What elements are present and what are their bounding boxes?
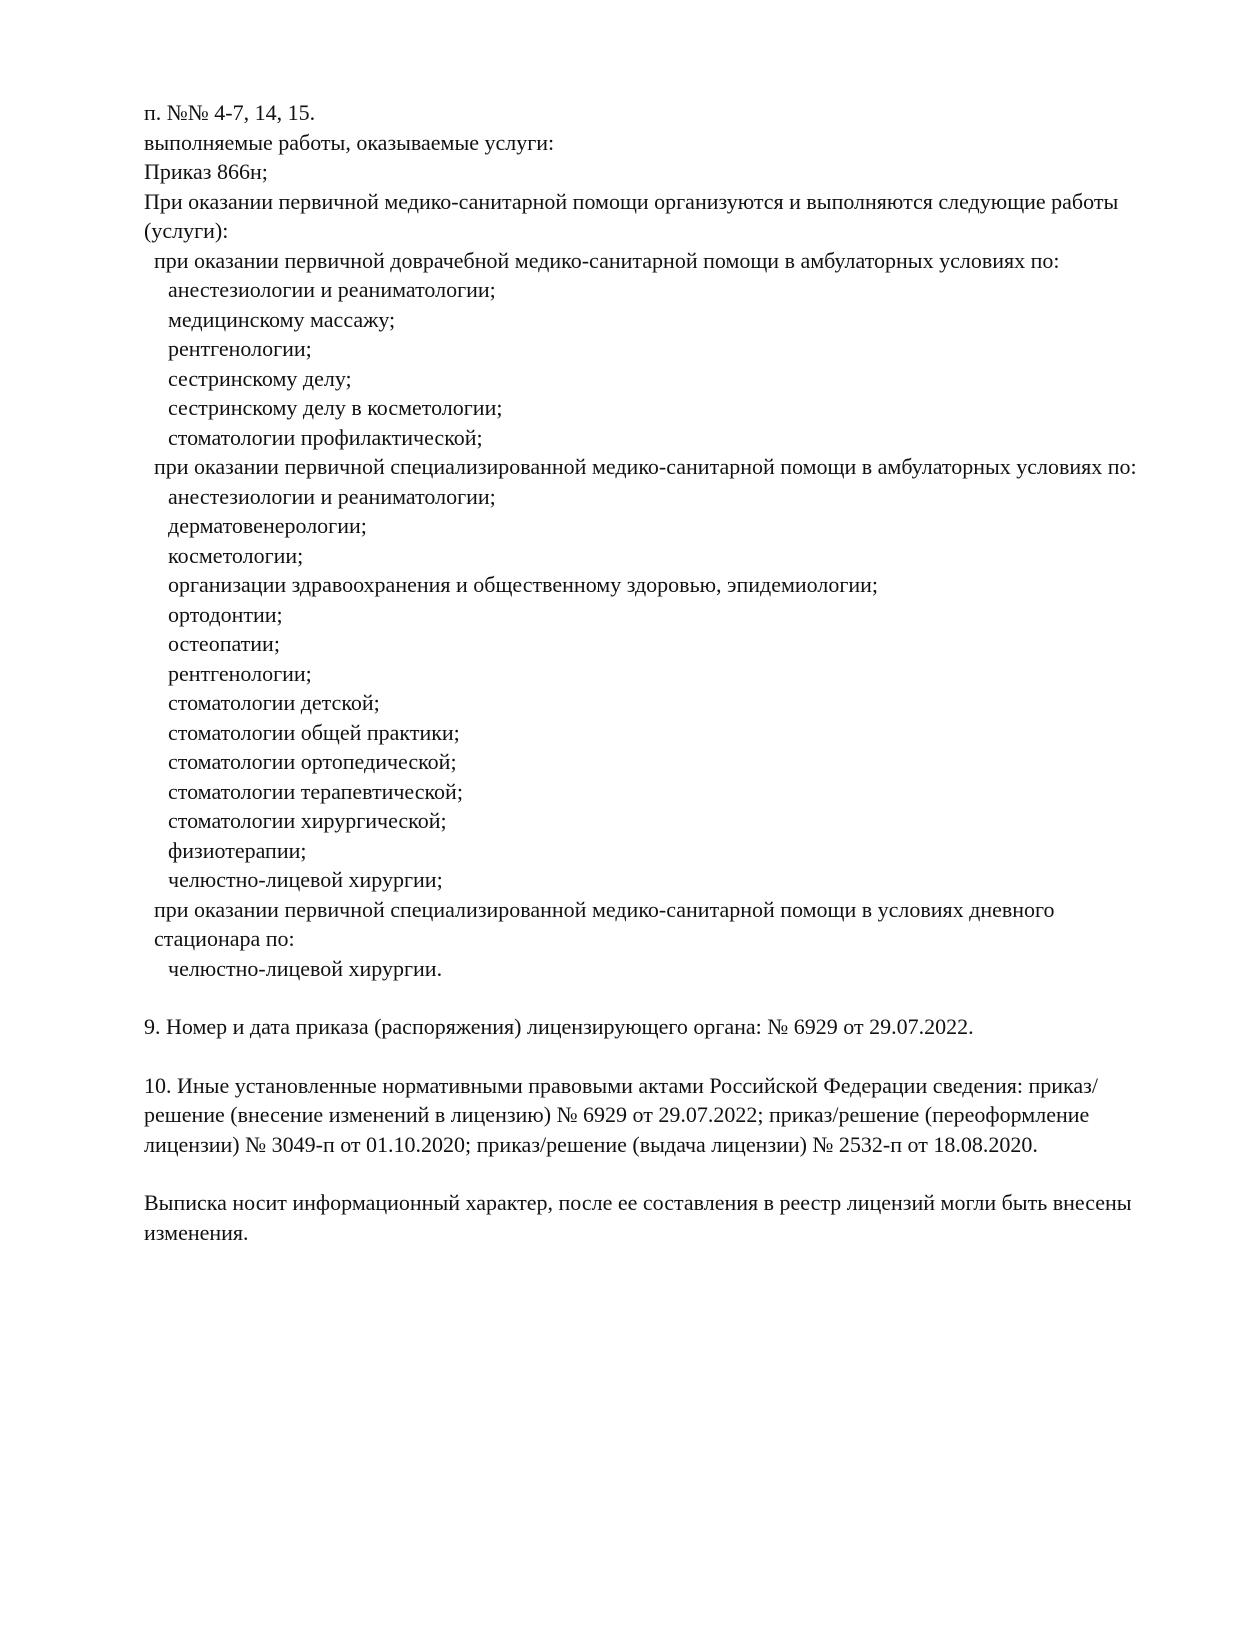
list-item: стоматологии терапевтической; [168, 778, 463, 804]
paragraph-gap [144, 1159, 1154, 1188]
list-item: челюстно-лицевой хирургии; [168, 867, 443, 892]
paragraph-gap [144, 1042, 1154, 1071]
list-item: сестринскому делу; [168, 365, 352, 391]
intro-paragraph: При оказании первичной медико-санитарной помощи организуются и выполняются следующие работы (услуги): [144, 188, 1119, 243]
section-heading-1: при оказании первичной доврачебной медико-санитарной помощи в амбулаторных условиях по: [154, 247, 1060, 273]
list-item: сестринскому делу в косметологии; [168, 395, 503, 420]
works-label: выполняемые работы, оказываемые услуги: [144, 129, 555, 155]
list-item: организации здравоохранения и общественному здоровью, эпидемиологии; [168, 572, 879, 597]
list-item: стоматологии хирургической; [168, 808, 447, 833]
list-item: стоматологии детской; [168, 690, 380, 715]
list-item: ортодонтии; [168, 601, 283, 627]
order-line: Приказ 866н; [144, 159, 268, 184]
list-item: анестезиологии и реаниматологии; [168, 483, 496, 509]
list-item: физиотерапии; [168, 837, 307, 863]
list-item: челюстно-лицевой хирургии. [168, 955, 443, 981]
list-item: рентгенологии; [168, 660, 312, 686]
list-item: дерматовенерологии; [168, 513, 367, 538]
list-item: стоматологии ортопедической; [168, 749, 457, 774]
list-item: медицинскому массажу; [168, 306, 396, 332]
section-heading-2: при оказании первичной специализированной медико-санитарной помощи в амбулаторных условиях по: [154, 454, 1137, 479]
list-item: стоматологии общей практики; [168, 719, 460, 745]
list-item: остеопатии; [168, 631, 280, 656]
item-9-paragraph: 9. Номер и дата приказа (распоряжения) лицензирующего органа: № 6929 от 29.07.2022. [144, 1014, 974, 1039]
list-item: стоматологии профилактической; [168, 424, 483, 450]
list-item: косметологии; [168, 542, 304, 568]
item-10-paragraph: 10. Иные установленные нормативными правовыми актами Российской Федерации сведения: приказ/решение (внесение изменений в лицензию) № 6929 от 29.07.2022; приказ/решение (переоформление лицензии) № 3049-п от 01.10.2020; приказ/решение (выдача лицензии) № 2532-п от 18.08.2020. [144, 1072, 1098, 1157]
points-line: п. №№ 4-7, 14, 15. [144, 100, 316, 125]
document-body [144, 98, 1154, 1247]
paragraph-gap [144, 983, 1154, 1012]
disclaimer-note: Выписка носит информационный характер, после ее составления в реестр лицензий могли быть внесены изменения. [144, 1190, 1132, 1245]
list-item: рентгенологии; [168, 336, 312, 361]
section-heading-3: при оказании первичной специализированной медико-санитарной помощи в условиях дневного стационара по: [154, 896, 1055, 951]
list-item: анестезиологии и реаниматологии; [168, 277, 496, 302]
